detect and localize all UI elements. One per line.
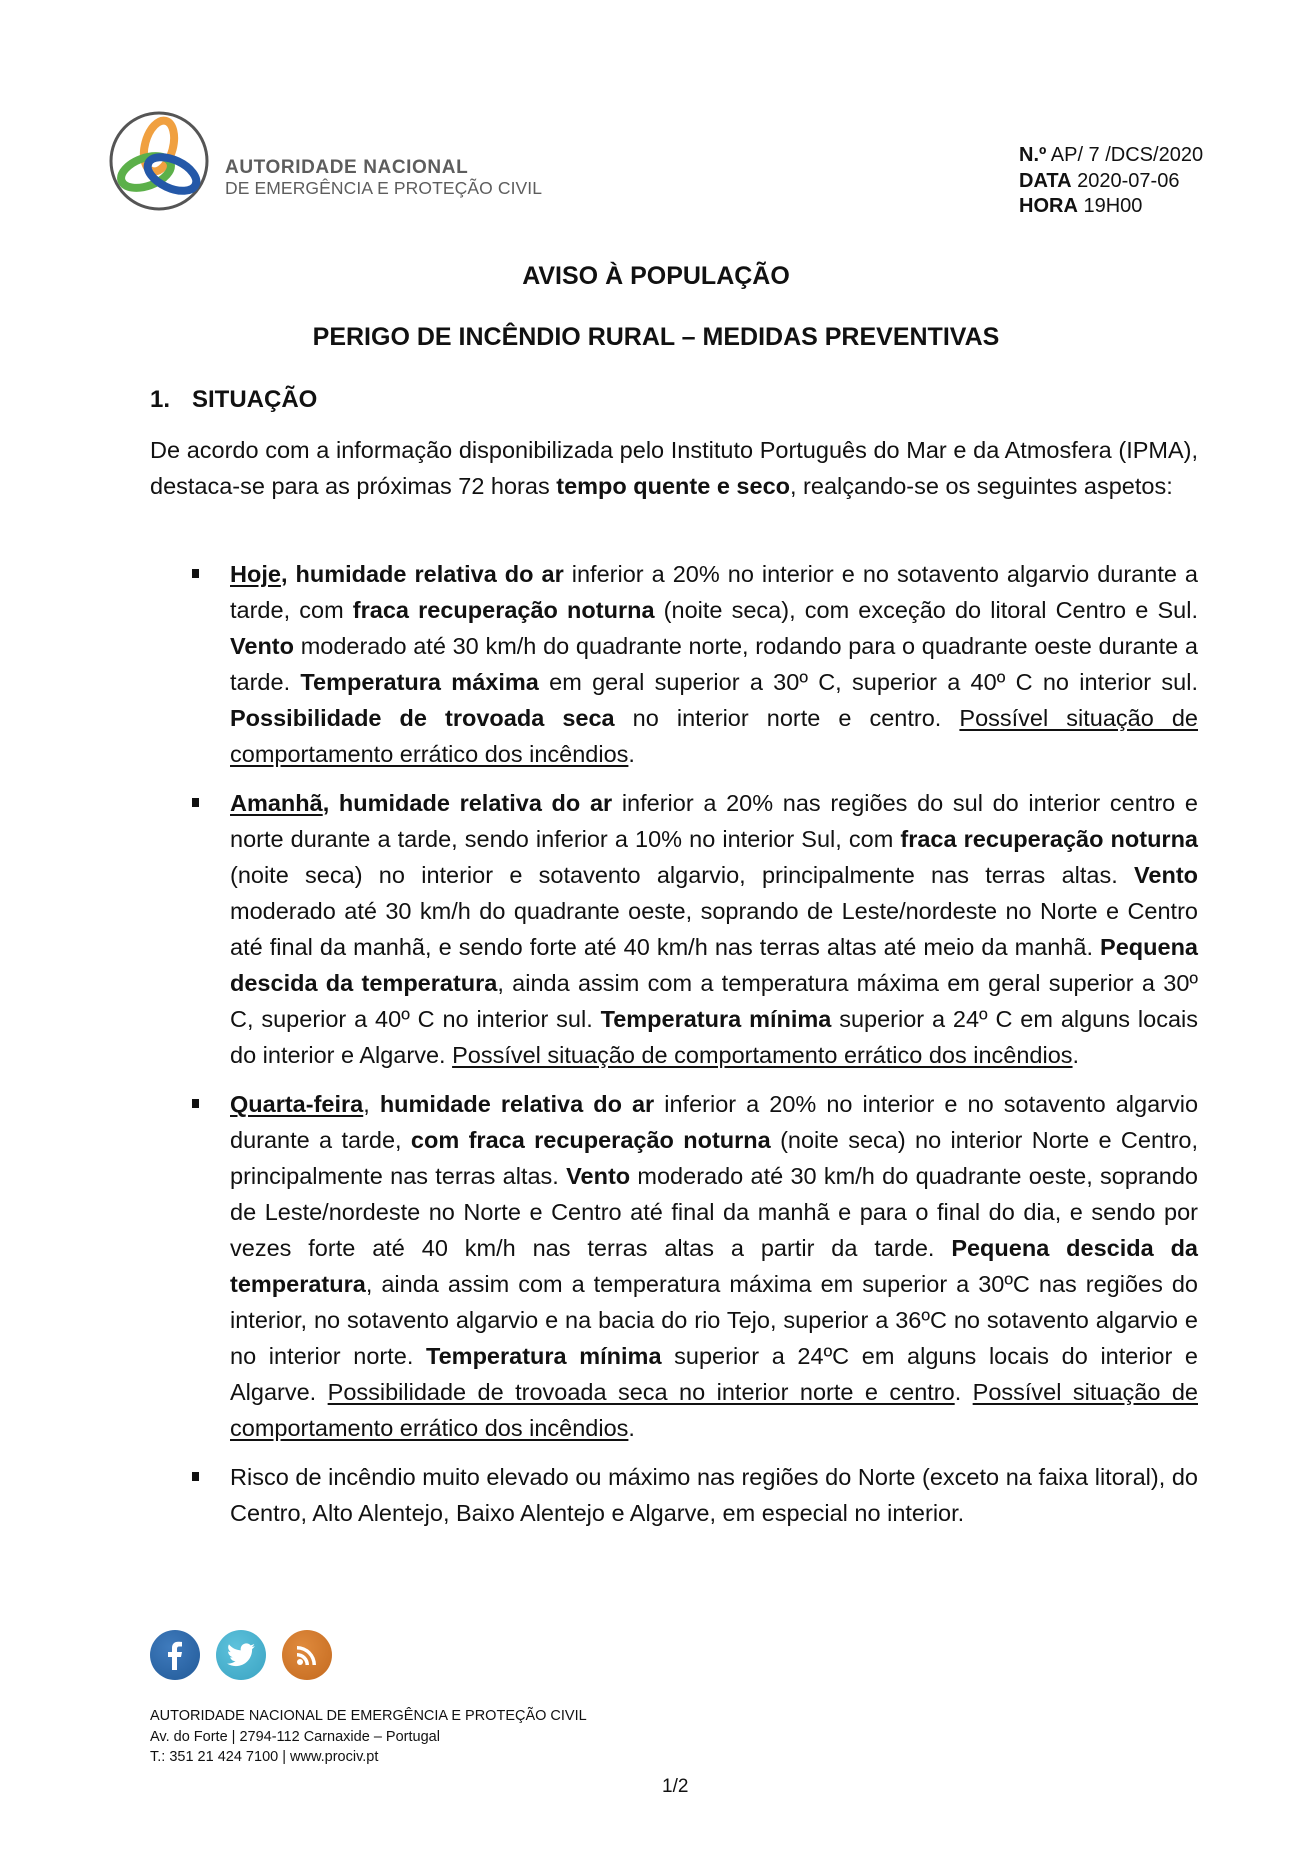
text: no interior norte e centro. xyxy=(614,705,960,731)
text: (noite seca), com exceção do litoral Centro e Sul. xyxy=(654,597,1198,623)
document-subtitle: PERIGO DE INCÊNDIO RURAL – MEDIDAS PREVENTIVAS xyxy=(312,323,1000,351)
section-heading xyxy=(150,386,317,414)
footer-contact xyxy=(150,1706,587,1768)
underlined-text: Hoje xyxy=(230,561,281,587)
doc-number xyxy=(1019,143,1203,169)
page-number: 1/2 xyxy=(662,1776,689,1797)
bold-text: , humidade relativa do ar xyxy=(280,561,564,587)
underlined-text: Possível situação de comportamento errático dos incêndios xyxy=(230,1379,1198,1441)
text: em geral superior a 30º C, superior a 40º C no interior sul. xyxy=(538,669,1198,695)
bold-text: Temperatura mínima xyxy=(600,1006,832,1032)
text: inferior a 20% no interior e no sotavento algarvio durante a tarde, com xyxy=(230,561,1198,623)
text: moderado até 30 km/h do quadrante norte, rodando para o quadrante oeste durante a tarde. xyxy=(230,633,1198,695)
text: . xyxy=(1072,1042,1080,1068)
doc-number-value: AP/ 7 /DCS/2020 xyxy=(1050,144,1204,166)
doc-time xyxy=(1019,194,1203,220)
underlined-text: Possibilidade de trovoada seca no interior norte e centro xyxy=(327,1379,955,1405)
logo-line-2: DE EMERGÊNCIA E PROTEÇÃO CIVIL xyxy=(225,178,543,198)
bold-text: Pequena descida da temperatura xyxy=(230,934,1198,996)
text: . xyxy=(628,1415,635,1441)
section-number: 1. xyxy=(150,386,171,413)
footer-phone-web: T.: 351 21 424 7100 | www.prociv.pt xyxy=(150,1749,379,1765)
text: inferior a 20% no interior e no sotavento algarvio durante a tarde, xyxy=(230,1091,1199,1153)
logo-line-1: AUTORIDADE NACIONAL xyxy=(225,157,469,178)
intro-paragraph xyxy=(150,432,1198,504)
bold-text: Vento xyxy=(230,633,294,659)
bullet-square-icon xyxy=(192,1472,199,1481)
forecast-item xyxy=(150,785,1198,1073)
doc-date-label: DATA xyxy=(1019,169,1072,192)
footer-address: Av. do Forte | 2794-112 Carnaxide – Portugal xyxy=(150,1728,440,1745)
underlined-text: Possível situação de comportamento errático dos incêndios xyxy=(230,705,1198,767)
intro-bold: tempo quente e seco xyxy=(556,473,790,499)
doc-number-label: N.º xyxy=(1019,144,1047,166)
bold-text: humidade relativa do ar xyxy=(379,1091,655,1117)
forecast-item xyxy=(150,1459,1198,1531)
bold-text: Possibilidade de trovoada seca xyxy=(230,705,615,731)
document-title: AVISO À POPULAÇÃO xyxy=(522,262,790,290)
footer-org: AUTORIDADE NACIONAL DE EMERGÊNCIA E PROTEÇÃO CIVIL xyxy=(150,1708,587,1724)
underlined-text: Possível situação de comportamento errático dos incêndios xyxy=(452,1042,1073,1068)
text: . xyxy=(628,741,635,767)
text: . xyxy=(954,1379,973,1405)
forecast-item xyxy=(150,556,1198,772)
bold-text: , humidade relativa do ar xyxy=(322,790,613,816)
bold-text: Temperatura máxima xyxy=(300,669,539,695)
rss-icon[interactable] xyxy=(282,1630,332,1680)
bold-text: fraca recuperação noturna xyxy=(900,826,1198,852)
doc-date xyxy=(1019,169,1203,195)
bold-text: Vento xyxy=(566,1163,631,1189)
bold-text: Pequena descida da temperatura xyxy=(230,1235,1198,1297)
intro-text-1: De acordo com a informação disponibilizada pelo Instituto Português do Mar e da Atmosfera (IPMA), destaca-se para as próximas 72 horas xyxy=(150,437,1198,499)
bullet-square-icon xyxy=(192,1099,199,1108)
forecast-item xyxy=(150,1086,1198,1446)
text: (noite seca) no interior e sotavento algarvio, principalmente nas terras altas. xyxy=(230,862,1135,888)
text: superior a 24º C em alguns locais do interior e Algarve. xyxy=(230,1006,1199,1068)
text: , xyxy=(363,1091,380,1117)
facebook-icon[interactable] xyxy=(150,1630,200,1680)
text: , ainda assim com a temperatura máxima em geral superior a 30º C, superior a 40º C no interior sul. xyxy=(230,970,1198,1032)
bullet-square-icon xyxy=(192,798,199,807)
underlined-text: Quarta-feira xyxy=(230,1091,364,1117)
doc-time-label: HORA xyxy=(1019,195,1078,217)
underlined-text: Amanhã xyxy=(230,790,323,816)
bold-text: Vento xyxy=(1134,862,1198,888)
doc-time-value: 19H00 xyxy=(1083,195,1143,217)
twitter-icon[interactable] xyxy=(216,1630,266,1680)
logo-text xyxy=(225,158,542,198)
text: , ainda assim com a temperatura máxima em superior a 30ºC nas regiões do interior, no sotavento algarvio e na bacia do rio Tejo, superior a 36ºC no sotavento algarvio e no interior norte. xyxy=(230,1271,1198,1369)
text: moderado até 30 km/h do quadrante oeste, soprando de Leste/nordeste no Norte e Centro até final da manhã e para o final do dia, e sendo por vezes forte até 40 km/h nas terras altas a partir da tarde. xyxy=(230,1163,1199,1261)
logo-emblem-icon xyxy=(108,110,210,212)
forecast-list xyxy=(150,556,1198,1544)
social-links xyxy=(150,1630,332,1680)
doc-date-value: 2020-07-06 xyxy=(1077,169,1180,192)
text: Risco de incêndio muito elevado ou máximo nas regiões do Norte (exceto na faixa litoral), do Centro, Alto Alentejo, Baixo Alentejo e Algarve, em especial no interior. xyxy=(230,1464,1198,1526)
text: moderado até 30 km/h do quadrante oeste, soprando de Leste/nordeste no Norte e Centro até final da manhã, e sendo forte até 40 km/h nas terras altas até meio da manhã. xyxy=(230,898,1198,960)
bold-text: com fraca recuperação noturna xyxy=(410,1127,771,1153)
text: (noite seca) no interior Norte e Centro, principalmente nas terras altas. xyxy=(230,1127,1198,1189)
bold-text: Temperatura mínima xyxy=(426,1343,662,1369)
anepc-logo xyxy=(108,110,210,212)
text: superior a 24ºC em alguns locais do interior e Algarve. xyxy=(230,1343,1198,1405)
document-meta xyxy=(1019,143,1203,220)
bullet-square-icon xyxy=(192,569,199,578)
bold-text: fraca recuperação noturna xyxy=(352,597,655,623)
text: inferior a 20% nas regiões do sul do interior centro e norte durante a tarde, sendo inferior a 10% no interior Sul, com xyxy=(230,790,1198,852)
intro-text-2: , realçando-se os seguintes aspetos: xyxy=(790,473,1173,499)
section-title: SITUAÇÃO xyxy=(192,386,318,413)
